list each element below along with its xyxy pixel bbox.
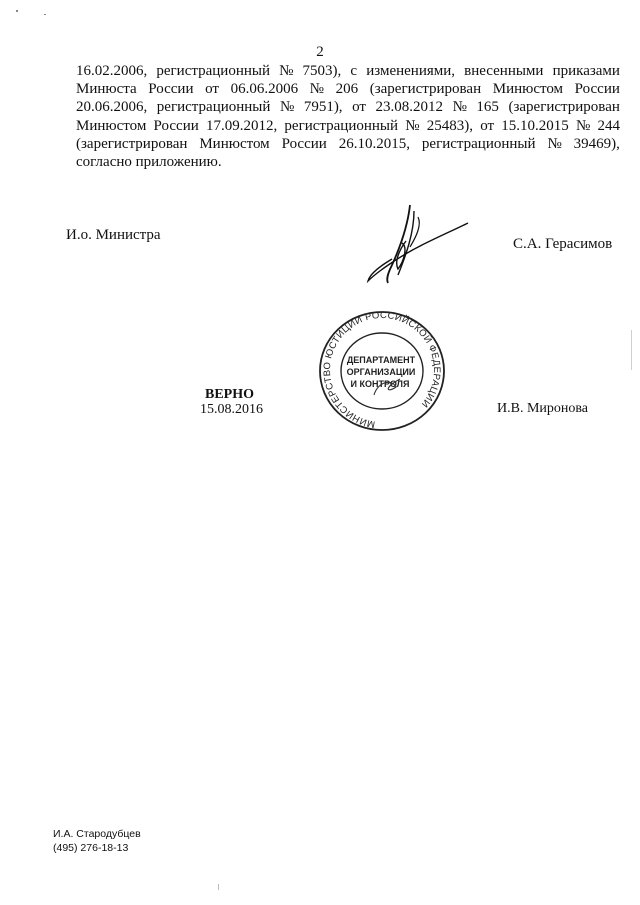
official-stamp: [318, 309, 446, 433]
body-word: от: [480, 117, 495, 134]
body-line: [76, 80, 620, 98]
body-word: регистрационный: [284, 117, 399, 134]
page-number: 2: [316, 44, 324, 60]
body-line: [76, 117, 620, 135]
body-word: регистрационный: [156, 63, 270, 79]
body-word: 16.02.2006,: [76, 63, 148, 79]
body-word: согласно приложению.: [76, 154, 222, 171]
stamp-center-line-2: ОРГАНИЗАЦИИ: [346, 367, 416, 377]
certified-copy-date: 15.08.2016: [200, 402, 263, 417]
handwritten-signature: [362, 203, 472, 289]
body-word: №: [547, 135, 562, 152]
certified-copy-label: ВЕРНО: [205, 387, 255, 402]
body-word: (зарегистрирован: [369, 81, 482, 98]
body-word: Минюстом: [199, 135, 270, 152]
scan-speck: [44, 14, 46, 15]
body-word: 165: [476, 99, 499, 116]
body-word: 20.06.2006,: [76, 99, 148, 116]
body-word: России: [153, 117, 199, 134]
body-word: 7503),: [302, 63, 342, 79]
body-word: приказами: [552, 63, 620, 79]
body-word: 06.06.2006: [230, 81, 299, 98]
body-word: регистрационный: [421, 135, 536, 152]
body-word: 26.10.2015,: [338, 135, 410, 152]
body-word: №: [309, 81, 324, 98]
body-word: 7951),: [303, 99, 343, 116]
body-line: [76, 135, 620, 153]
body-word: внесенными: [464, 63, 544, 79]
body-line: [76, 153, 620, 171]
scan-speck: [631, 330, 632, 370]
body-word: 17.09.2012,: [205, 117, 278, 134]
body-word: регистрационный: [156, 99, 271, 116]
body-word: Минюста: [76, 81, 137, 98]
body-word: №: [279, 63, 294, 79]
body-word: 25483),: [426, 117, 473, 134]
body-word: 15.10.2015: [501, 117, 569, 134]
signatory-position: И.о. Министра: [66, 227, 161, 243]
body-word: №: [405, 117, 420, 134]
stamp-center-line-3: И КОНТРОЛЯ: [350, 379, 410, 389]
body-line: [76, 98, 620, 116]
body-word: 206: [335, 81, 359, 98]
body-word: (зарегистрирован: [508, 99, 620, 116]
body-word: от: [352, 99, 366, 116]
scan-speck: [218, 884, 219, 890]
body-word: изменениями,: [366, 63, 456, 79]
executor-phone: (495) 276-18-13: [53, 842, 129, 854]
body-word: 244: [597, 117, 620, 134]
body-word: 23.08.2012: [375, 99, 444, 116]
order-body-text: [76, 62, 620, 171]
signatory-name: С.А. Герасимов: [513, 236, 613, 252]
body-line: [76, 62, 620, 80]
scan-speck: [16, 10, 18, 12]
body-word: с: [350, 63, 358, 79]
body-word: России: [574, 81, 620, 98]
body-word: Минюстом: [492, 81, 564, 98]
body-word: России: [281, 135, 327, 152]
body-word: №: [279, 99, 295, 116]
body-word: от: [205, 81, 219, 98]
body-word: (зарегистрирован: [76, 135, 188, 152]
executor-name: И.А. Стародубцев: [53, 828, 141, 840]
body-word: №: [452, 99, 467, 116]
certifier-name: И.В. Миронова: [497, 401, 589, 416]
body-word: №: [575, 117, 591, 134]
body-word: Минюстом: [76, 117, 147, 134]
body-word: России: [148, 81, 194, 98]
stamp-center-line-1: ДЕПАРТАМЕНТ: [346, 355, 416, 365]
body-word: 39469),: [573, 135, 620, 152]
stamp-ring-text: МИНИСТЕРСТВО ЮСТИЦИИ РОССИЙСКОЙ ФЕДЕРАЦИИ: [321, 309, 443, 430]
